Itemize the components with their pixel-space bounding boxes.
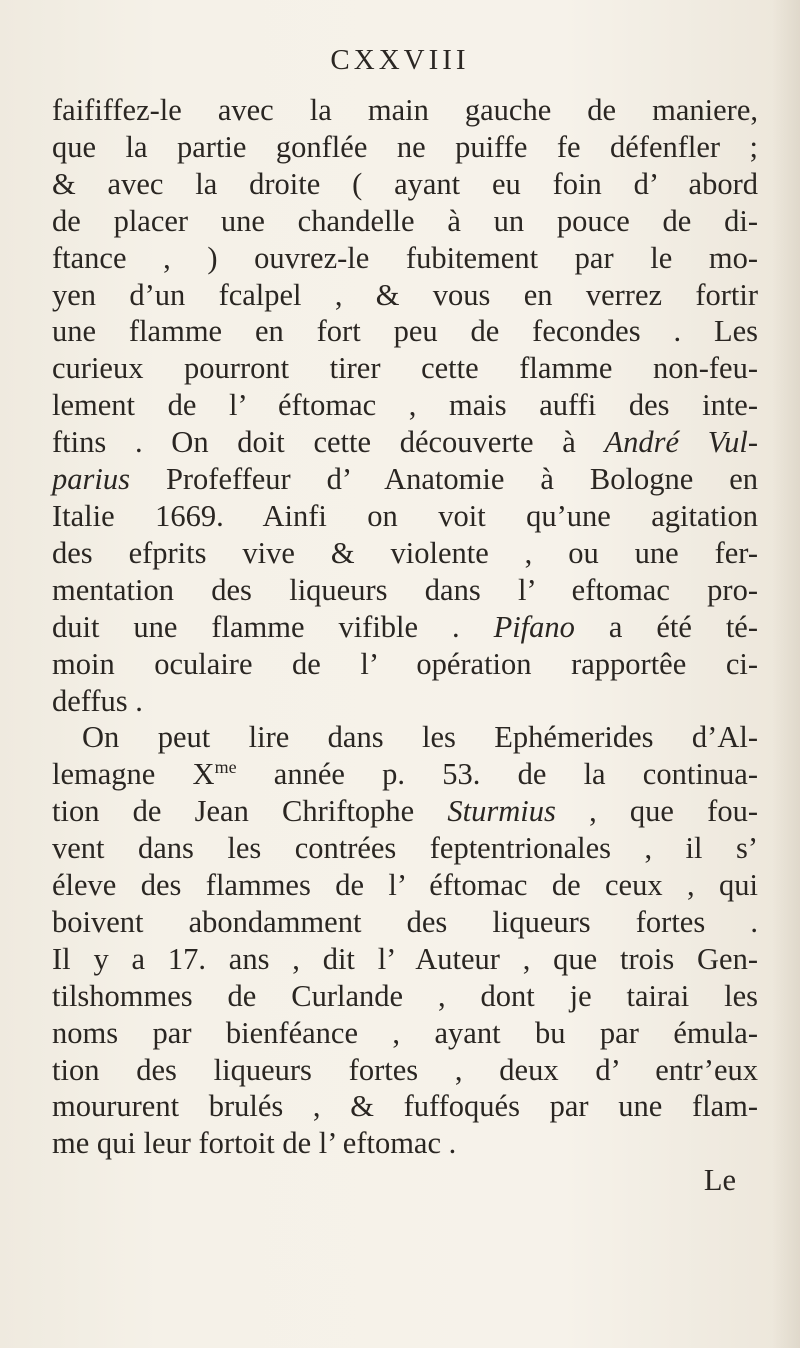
text-line: Italie 1669. Ainfi on voit qu’une agitation [52, 498, 758, 533]
text-line: & avec la droite ( ayant eu foin d’ abord [52, 166, 758, 201]
text-line: des efprits vive & violente , ou une fer- [52, 535, 758, 570]
text-line: vent dans les contrées feptentrionales , il s’ [52, 831, 758, 866]
text-line [52, 756, 758, 793]
text-fragment: lemagne X [52, 757, 215, 792]
text-fragment: tion de Jean Chriftophe [52, 794, 415, 829]
text-line: faififfez-le avec la main gauche de maniere, [52, 93, 758, 127]
page-body [52, 92, 758, 1199]
italic-name-pisano: Pifano [493, 609, 575, 644]
text-fragment: Profeffeur d’ Anatomie à Bologne en [129, 462, 758, 497]
text-line [52, 793, 758, 830]
superscript: me [214, 757, 237, 778]
text-fragment: a été té- [574, 609, 758, 644]
text-line: On peut lire dans les Ephémerides d’Al- [82, 720, 758, 755]
italic-name-continuation: parius [52, 462, 130, 497]
catchword: Le [703, 1163, 736, 1198]
text-line: de placer une chandelle à un pouce de di- [52, 203, 758, 238]
text-fragment: , que fou- [555, 794, 758, 829]
text-line: moururent brulés , & fuffoqués par une flam- [52, 1089, 758, 1124]
text-line: ftance , ) ouvrez-le fubitement par le mo- [52, 240, 758, 275]
text-line: me qui leur fortoit de l’ eftomac . [52, 1126, 457, 1161]
text-line [52, 424, 758, 461]
text-line: tilshommes de Curlande , dont je tairai les [52, 978, 758, 1013]
text-line: une flamme en fort peu de fecondes . Les [52, 314, 758, 349]
text-fragment: année p. 53. de la continua- [236, 757, 758, 792]
text-line [52, 609, 758, 646]
running-head: CXXVIII [330, 44, 470, 76]
text-line: éleve des flammes de l’ éftomac de ceux , qui [52, 868, 758, 903]
text-line: tion des liqueurs fortes , deux d’ entr’eux [52, 1052, 758, 1087]
text-line: noms par bienféance , ayant bu par émula- [52, 1015, 758, 1050]
text-line: yen d’un fcalpel , & vous en verrez fortir [52, 277, 758, 312]
text-line: deffus . [52, 683, 143, 718]
italic-name-sturmius: Sturmius [447, 794, 556, 829]
text-line: que la partie gonflée ne puiffe fe défenfler ; [52, 129, 758, 164]
text-line: boivent abondamment des liqueurs fortes . [52, 904, 758, 939]
text-line: mentation des liqueurs dans l’ eftomac pro- [52, 572, 758, 607]
italic-name-andre-vulparius: André Vul- [604, 425, 758, 460]
text-line: moin oculaire de l’ opération rapportêe ci- [52, 646, 758, 681]
page-edge-shadow [772, 0, 800, 1348]
text-line: Il y a 17. ans , dit l’ Auteur , que trois Gen- [52, 941, 758, 976]
text-line [52, 461, 758, 498]
text-line: lement de l’ éftomac , mais auffi des inte- [52, 388, 758, 423]
text-fragment: ftins . On doit cette découverte à [52, 425, 576, 460]
text-fragment: duit une flamme vifible . [52, 609, 460, 644]
text-line: curieux pourront tirer cette flamme non-feu- [52, 351, 758, 386]
